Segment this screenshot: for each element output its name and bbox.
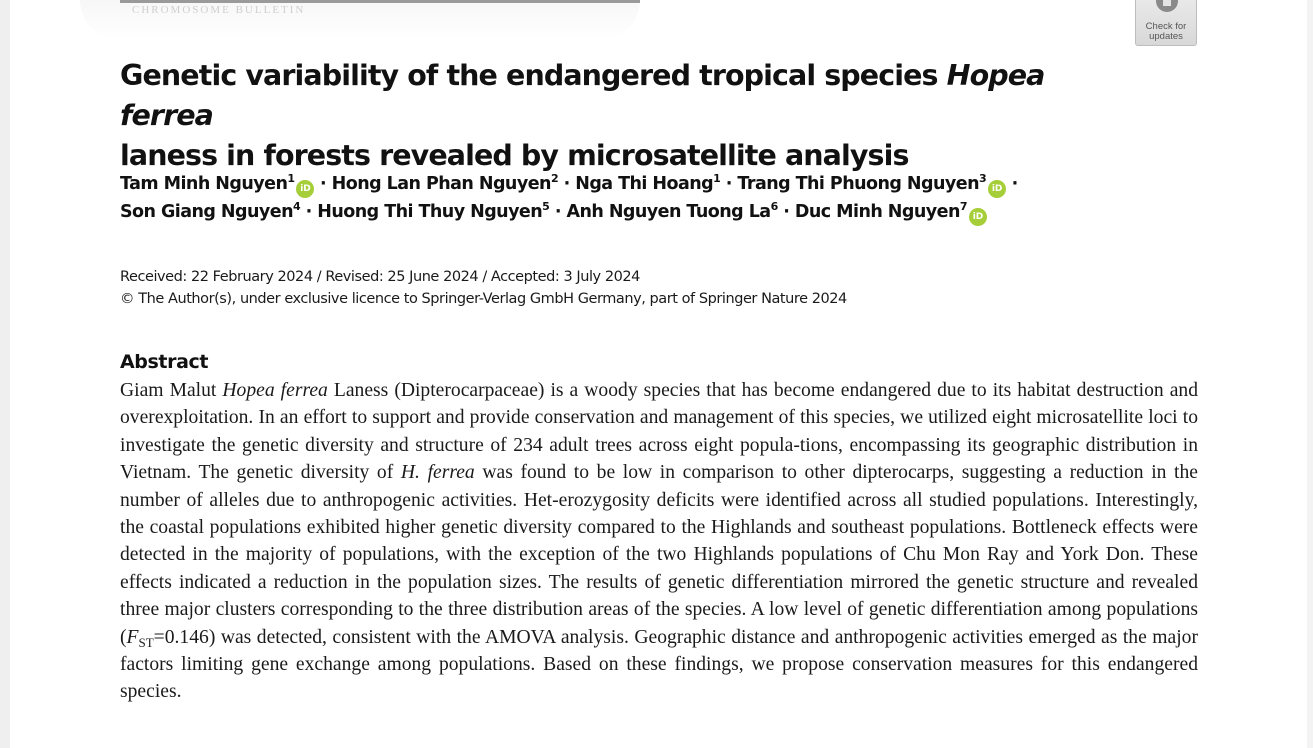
- author-name[interactable]: Son Giang Nguyen: [120, 202, 293, 222]
- author-name[interactable]: Hong Lan Phan Nguyen: [331, 174, 551, 194]
- orcid-icon[interactable]: iD: [988, 180, 1006, 198]
- copyright-line: © The Author(s), under exclusive licence to Springer-Verlag GmbH Germany, part of Springer Nature 2024: [120, 291, 847, 307]
- author-name[interactable]: Tam Minh Nguyen: [120, 174, 288, 194]
- author-name[interactable]: Trang Thi Phuong Nguyen: [737, 174, 979, 194]
- orcid-icon[interactable]: iD: [296, 180, 314, 198]
- affiliation-marker: 1: [287, 172, 295, 185]
- check-for-updates-badge[interactable]: [1135, 0, 1197, 46]
- journal-banner-bar: [120, 0, 640, 3]
- affiliation-marker: 7: [959, 200, 967, 213]
- species-name: Hopea ferrea: [222, 380, 328, 401]
- author-list: Tam Minh Nguyen$^1$iD · Hong Lan Phan Nguyen$^2$ · Nga Thi Hoang$^1$ · Trang Thi Phuong Nguyen$^3$iD · Son Giang Nguyen$^4$ · Huong Thi Thuy Nguyen$^5$ · Anh Nguyen Tuong $La^6$ · Duc Minh Nguyen$^7$iD: [120, 170, 1220, 226]
- affiliation-marker: 4: [293, 200, 301, 213]
- title-species: Hopea ferrea: [120, 59, 1045, 132]
- affiliation-marker: 1: [713, 172, 721, 185]
- affiliation-marker: 2: [550, 172, 559, 185]
- page-edge-left: [0, 0, 10, 748]
- publication-history: [120, 266, 1220, 310]
- dates-line: Received: 22 February 2024 / Revised: 25 June 2024 / Accepted: 3 July 2024: [120, 269, 640, 285]
- abstract-text: Giam Malut Hopea ferrea Laness (Dipterocarpaceae) is a woody species that has become endangered due to its habitat destruction and overexploitation. In an effort to support and provide conservation and management of this species, we utilized eight microsatellite loci to investigate the genetic diversity and structure of 234 adult trees across eight popula-tions, encompassing its geographic distribution in Vietnam. The genetic diversity of H. ferrea was found to be low in comparison to other dipterocarps, suggesting a reduction in the number of alleles due to anthropogenic activities. Het-erozygosity deficits were identified across all studied populations. Interestingly, the coastal populations exhibited higher genetic diversity compared to the Highlands and southeast populations. Bottleneck effects were detected in the majority of populations, with the exception of the two Highlands populations of Chu Mon Ray and York Don. These effects indicated a reduction in the population sizes. The results of genetic differentiation mirrored the genetic structure and revealed three major clusters corresponding to the three distribution areas of the species. A low level of genetic differentiation among populations $(F_{ST}=0.146)$ was detected, consistent with the AMOVA analysis. Geographic distance and anthropogenic activities emerged as the major factors limiting gene exchange among populations. Based on these findings, we propose conservation measures for this endangered species.: [120, 380, 1198, 703]
- fst-symbol: F: [126, 626, 139, 648]
- species-name: H. ferrea: [400, 462, 475, 484]
- journal-banner-text: CHROMOSOME BULLETIN: [132, 4, 306, 16]
- affiliation-marker: 6: [770, 200, 778, 213]
- check-for-updates-label: Check for updates: [1145, 21, 1187, 42]
- author-name[interactable]: Huong Thi Thuy Nguyen: [317, 202, 543, 222]
- orcid-icon[interactable]: iD: [969, 208, 987, 226]
- crossmark-icon: [1156, 0, 1178, 12]
- paper-title: Genetic variability of the endangered tropical species Hopea ferrea laness in forests revealed by microsatellite analysis: [120, 59, 1045, 172]
- journal-banner: [80, 0, 640, 40]
- affiliation-marker: 3: [979, 172, 987, 185]
- author-name[interactable]: Anh Nguyen Tuong La: [566, 202, 771, 222]
- author-name[interactable]: Nga Thi Hoang: [575, 174, 714, 194]
- abstract-heading: Abstract: [120, 351, 209, 373]
- affiliation-marker: 5: [542, 200, 550, 213]
- author-name[interactable]: Duc Minh Nguyen: [794, 202, 960, 222]
- fst-subscript: ST: [138, 634, 154, 650]
- page-edge-right: [1307, 0, 1313, 748]
